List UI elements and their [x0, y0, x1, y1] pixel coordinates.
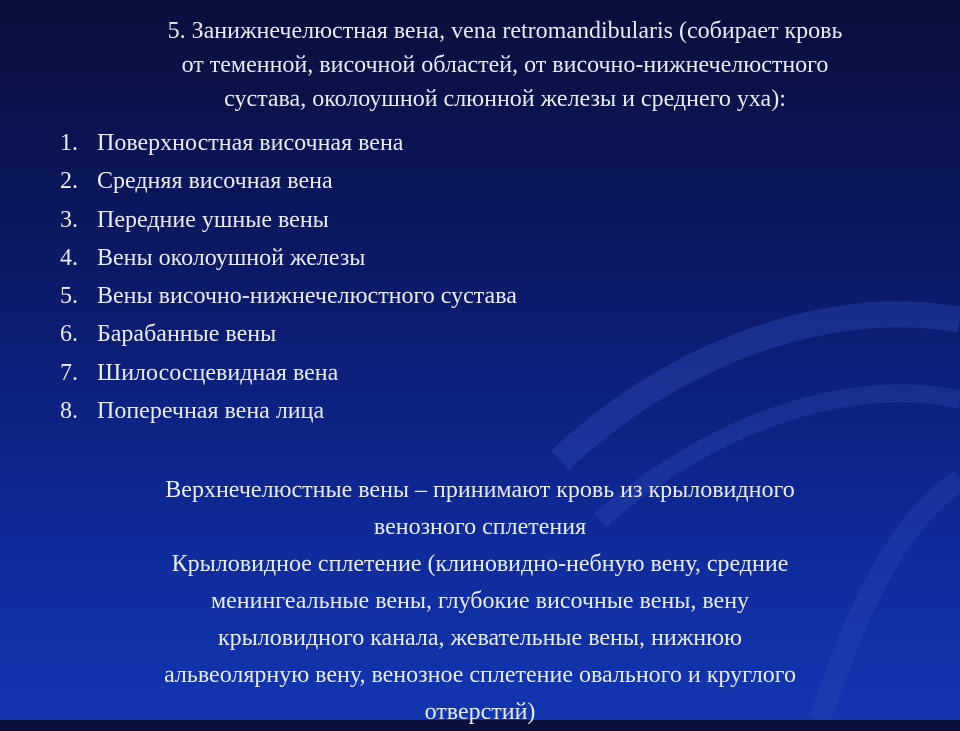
list-item [60, 277, 517, 315]
list-item-text: Барабанные вены [97, 321, 277, 348]
list-item-number: 5. [60, 283, 78, 310]
list-item-text: Вены височно-нижнечелюстного сустава [97, 283, 517, 310]
intro-paragraph [60, 14, 950, 116]
para2-line-2: менингеальные вены, глубокие височные вены, вену [210, 588, 750, 614]
maxillary-veins-paragraph [0, 472, 960, 546]
para2-line-3: крыловидного канала, жевательные вены, нижнюю [218, 625, 742, 651]
list-item-number: 8. [60, 398, 78, 425]
list-item-number: 7. [60, 359, 78, 386]
list-item [60, 201, 517, 239]
list-item-text: Передние ушные вены [97, 206, 329, 233]
list-item-number: 1. [60, 130, 78, 156]
list-item-text: Поперечная вена лица [97, 398, 325, 425]
pterygoid-plexus-paragraph [0, 546, 960, 731]
list-item-text: Шилососцевидная вена [97, 359, 339, 386]
list-item-number: 2. [60, 168, 78, 195]
list-item-number: 3. [60, 206, 78, 233]
list-item-number: 6. [60, 321, 78, 348]
list-item-text: Поверхностная височная вена [97, 130, 404, 156]
vein-list [60, 124, 517, 430]
intro-line-3: сустава, околоушной слюнной железы и среднего уха): [224, 86, 786, 112]
intro-line-1: 5. Занижнечелюстная вена, vena retromandibularis (собирает кровь [167, 18, 843, 44]
list-item [60, 239, 517, 277]
list-item-text: Вены околоушной железы [97, 244, 366, 271]
intro-line-2: от теменной, височной областей, от височно-нижнечелюстного [181, 52, 829, 78]
list-item [60, 162, 517, 200]
list-item [60, 392, 517, 430]
para2-line-4: альвеолярную вену, венозное сплетение овального и круглого [164, 662, 796, 688]
list-item [60, 315, 517, 353]
para2-line-5: отверстий) [424, 699, 536, 725]
list-item-text: Средняя височная вена [97, 168, 333, 195]
para2-line-1: Крыловидное сплетение (клиновидно-небную вену, средние [171, 551, 789, 577]
para1-line-1: Верхнечелюстные вены – принимают кровь из крыловидного [165, 477, 795, 503]
list-item-number: 4. [60, 244, 78, 271]
para1-line-2: венозного сплетения [373, 514, 587, 540]
list-item [60, 124, 517, 162]
list-item [60, 354, 517, 392]
